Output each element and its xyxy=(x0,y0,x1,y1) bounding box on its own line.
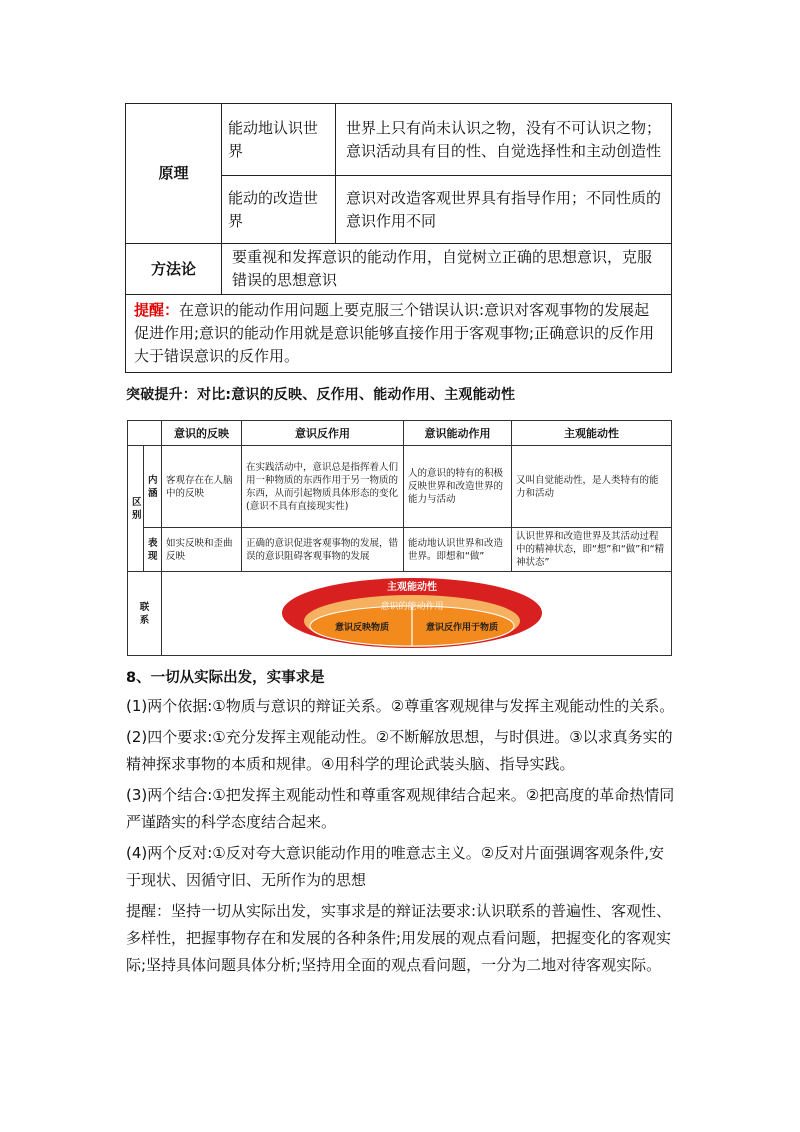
corner-cell xyxy=(128,421,162,446)
link-label: 联 系 xyxy=(128,572,162,656)
middle-label: 意识的能动作用 xyxy=(380,601,444,612)
paragraph: (3)两个结合:①把发挥主观能动性和尊重客观规律结合起来。②把高度的革命热情同严谨踏实的科学态度结合起来。 xyxy=(126,786,675,831)
warning-label: 提醒： xyxy=(134,301,180,319)
table-cell: 人的意识的特有的积极反映世界和改造世界的能力与活动 xyxy=(404,446,512,528)
table-cell: 能动地认识世界和改造世界。即想和“做” xyxy=(404,528,512,572)
table-cell: 认识世界和改造世界及其活动过程中的精神状态，即“想”和“做”和“精神状态” xyxy=(512,528,672,572)
col-header: 主观能动性 xyxy=(512,421,672,446)
row-text: 意识对改造客观世界具有指导作用；不同性质的意识作用不同 xyxy=(336,176,672,244)
principle-table xyxy=(125,103,672,373)
method-header: 方法论 xyxy=(126,244,222,295)
paragraph: (2)四个要求:①充分发挥主观能动性。②不断解放思想，与时俱进。③以求真务实的精神探求事物的本质和规律。④用科学的理论武装头脑、指导实践。 xyxy=(126,728,673,773)
col-header: 意识反作用 xyxy=(242,421,404,446)
nested-ellipse-diagram xyxy=(162,573,672,655)
paragraph: (1)两个依据:①物质与意识的辩证关系。②尊重客观规律与发挥主观能动性的关系。 xyxy=(126,697,675,715)
left-label: 意识反映物质 xyxy=(334,622,390,633)
table-cell: 又叫自觉能动性，是人类特有的能力和活动 xyxy=(512,446,672,528)
outer-label: 主观能动性 xyxy=(387,581,437,593)
table-cell: 客观存在在人脑中的反映 xyxy=(162,446,242,528)
warning-text: 在意识的能动作用问题上要克服三个错误认识:意识对客观事物的发展起促进作用;意识的能动作用就是意识能够直接作用于客观事物;正确意识的反作用大于错误意识的反作用。 xyxy=(134,301,655,365)
row-label: 内 涵 xyxy=(144,446,162,528)
diagram-cell xyxy=(162,572,672,656)
right-label: 意识反作用于物质 xyxy=(425,622,499,633)
section-body xyxy=(126,693,676,979)
comparison-table xyxy=(127,420,672,656)
row-label: 能动的改造世界 xyxy=(222,176,336,244)
section-title: 8、一切从实际出发，实事求是 xyxy=(126,670,325,686)
principle-header: 原理 xyxy=(126,104,222,244)
method-text: 要重视和发挥意识的能动作用，自觉树立正确的思想意识，克服错误的思想意识 xyxy=(222,244,672,295)
row-label: 能动地认识世界 xyxy=(222,104,336,176)
warning-cell xyxy=(126,295,672,373)
table-cell: 正确的意识促进客观事物的发展，错误的意识阻碍客观事物的发展 xyxy=(242,528,404,572)
group-label: 区 别 xyxy=(128,446,144,572)
col-header: 意识能动作用 xyxy=(404,421,512,446)
paragraph: 提醒：坚持一切从实际出发，实事求是的辩证法要求:认识联系的普遍性、客观性、多样性，把握事物存在和发展的各种条件;用发展的观点看问题，把握变化的客观实际;坚持具体问题具体分析;坚持用全面的观点看问题，一分为二地对待客观实际。 xyxy=(126,902,672,974)
comparison-heading: 突破提升：对比:意识的反映、反作用、能动作用、主观能动性 xyxy=(126,387,516,403)
col-header: 意识的反映 xyxy=(162,421,242,446)
table-cell: 如实反映和歪曲反映 xyxy=(162,528,242,572)
row-label: 表 现 xyxy=(144,528,162,572)
paragraph: (4)两个反对:①反对夸大意识能动作用的唯意志主义。②反对片面强调客观条件,安于现状、因循守旧、无所作为的思想 xyxy=(126,844,664,889)
table-cell: 在实践活动中，意识总是指挥着人们用一种物质的东西作用于另一物质的东西，从而引起物质具体形态的变化(意识不具有直接现实性) xyxy=(242,446,404,528)
row-text: 世界上只有尚未认识之物，没有不可认识之物；意识活动具有目的性、自觉选择性和主动创造性 xyxy=(336,104,672,176)
